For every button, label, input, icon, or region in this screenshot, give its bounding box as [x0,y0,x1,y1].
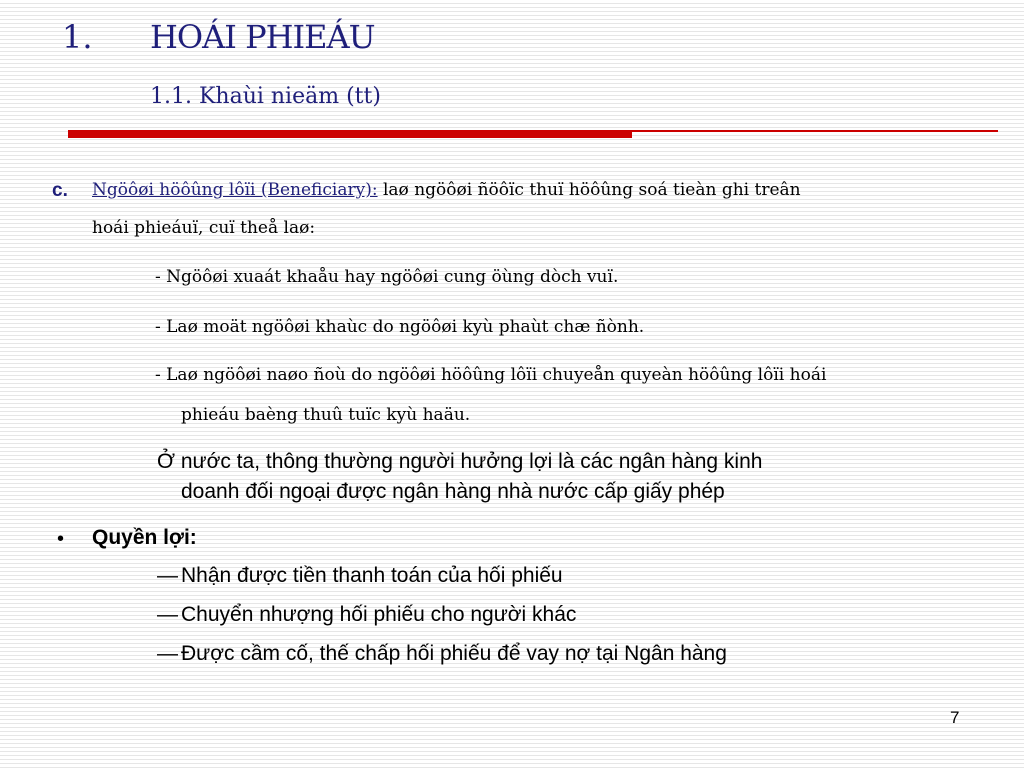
beneficiary-item-3-continued: phieáu baèng thuû tuïc kyù haäu. [181,405,471,425]
page-number: 7 [950,708,960,727]
beneficiary-definition-text: laø ngöôøi ñöôïc thuï höôûng soá tieàn ghi treân [377,180,801,200]
bullet-icon: • [57,528,65,550]
right-item-3: Được cầm cố, thế chấp hối phiếu để vay nợ tại Ngân hàng [181,642,727,665]
dash-icon: — [157,564,178,587]
rights-heading: Quyền lợi: [92,526,197,549]
beneficiary-item-2: - Laø moät ngöôøi khaùc do ngöôøi kyù phaùt chæ ñònh. [155,317,645,337]
dash-icon: — [157,603,178,626]
beneficiary-definition-line2: hoái phieáuï, cuï theå laø: [92,218,316,238]
beneficiary-term: Ngöôøi höôûng lôïi (Beneficiary): [92,180,378,200]
beneficiary-item-3: - Laø ngöôøi naøo ñoù do ngöôøi höôûng lôïi chuyeån quyeàn höôûng lôïi hoái [155,365,827,385]
right-item-1: Nhận được tiền thanh toán của hối phiếu [181,564,563,587]
item-marker-c: c. [52,180,68,201]
slide-title: HOÁI PHIEÁU [150,18,375,56]
dash-icon: — [157,642,178,665]
section-number: 1. [62,18,93,56]
beneficiary-item-1: - Ngöôøi xuaát khaåu hay ngöôøi cung öùng dòch vuï. [155,267,619,287]
beneficiary-definition-line1 [92,180,801,200]
title-divider-thick [68,130,632,138]
slide-subtitle: 1.1. Khaùi nieäm (tt) [150,84,381,109]
right-item-2: Chuyển nhượng hối phiếu cho người khác [181,603,577,626]
vietnam-note-line2: doanh đối ngoại được ngân hàng nhà nước cấp giấy phép [181,480,725,503]
vietnam-note-line1: Ở nước ta, thông thường người hưởng lợi là các ngân hàng kinh [157,450,763,473]
